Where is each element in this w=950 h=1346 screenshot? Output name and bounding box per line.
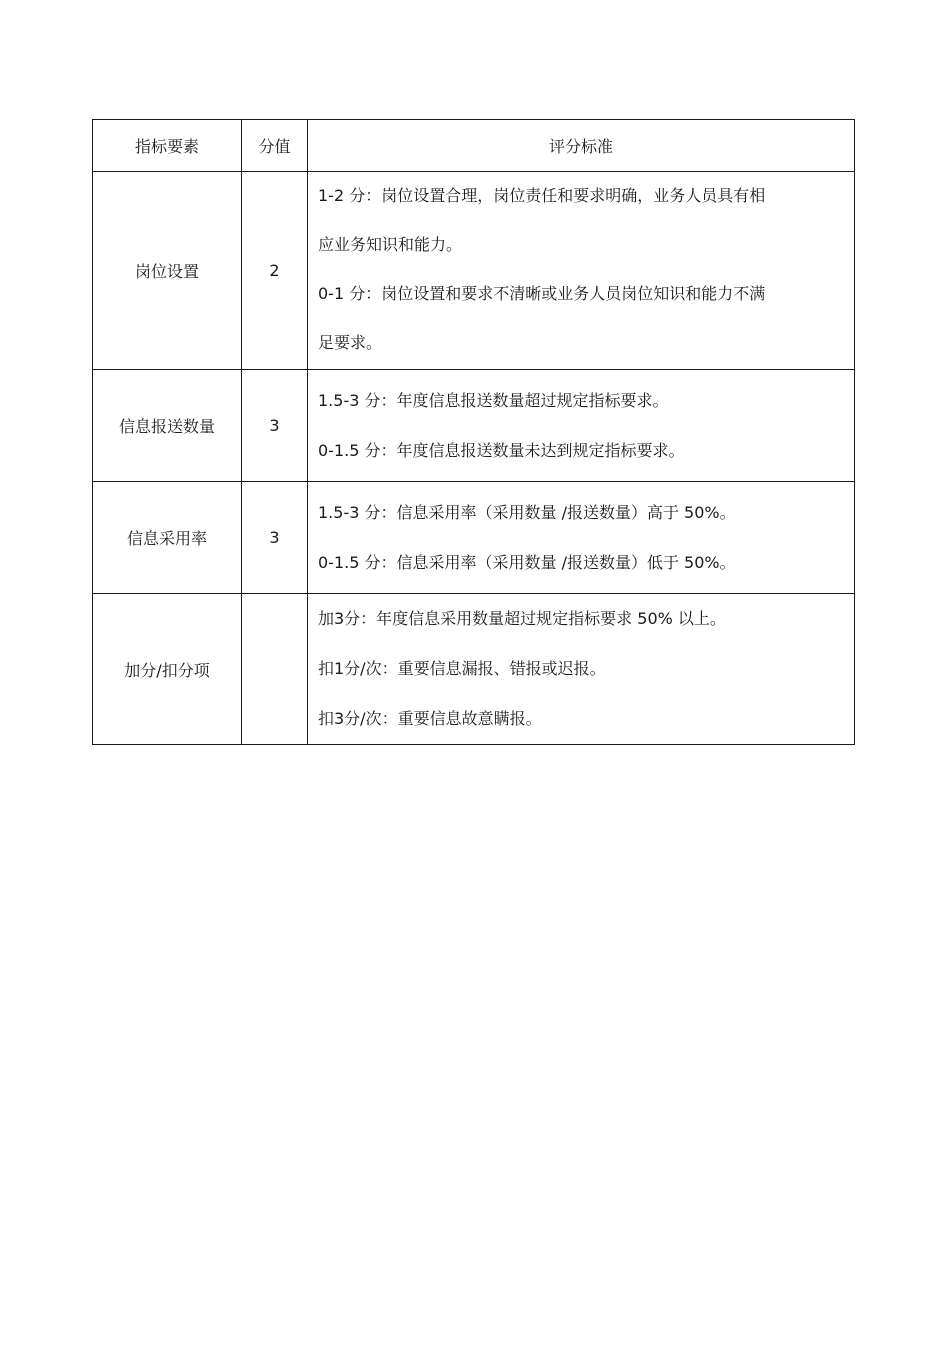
- criteria-line: 0-1.5 分：信息采用率（采用数量 /报送数量）低于 50%。: [318, 553, 736, 572]
- score-cell: 3: [242, 370, 308, 482]
- criteria-line: 足要求。: [318, 333, 383, 352]
- criteria-line: 加3分：年度信息采用数量超过规定指标要求 50% 以上。: [318, 609, 726, 628]
- criteria-line: 1.5-3 分：信息采用率（采用数量 /报送数量）高于 50%。: [318, 503, 736, 522]
- table-header-row: [93, 120, 855, 172]
- score-cell: 2: [242, 172, 308, 370]
- criteria-cell: [308, 482, 855, 594]
- score-cell: 3: [242, 482, 308, 594]
- table-row: [93, 594, 855, 745]
- factor-cell: 岗位设置: [93, 172, 242, 370]
- criteria-line: 0-1 分：岗位设置和要求不清晰或业务人员岗位知识和能力不满: [318, 284, 766, 303]
- criteria-cell: [308, 594, 855, 745]
- criteria-line: 扣1分/次：重要信息漏报、错报或迟报。: [318, 659, 606, 678]
- criteria-cell: [308, 370, 855, 482]
- criteria-line: 1.5-3 分：年度信息报送数量超过规定指标要求。: [318, 391, 669, 410]
- scoring-table: [92, 119, 855, 745]
- table-row: [93, 482, 855, 594]
- criteria-line: 扣3分/次：重要信息故意瞒报。: [318, 709, 542, 728]
- table-row: [93, 172, 855, 370]
- header-score: 分值: [242, 120, 308, 172]
- factor-cell: 信息报送数量: [93, 370, 242, 482]
- table-row: [93, 370, 855, 482]
- criteria-line: 0-1.5 分：年度信息报送数量未达到规定指标要求。: [318, 441, 685, 460]
- header-criteria: 评分标准: [308, 120, 855, 172]
- score-cell: [242, 594, 308, 745]
- factor-cell: 信息采用率: [93, 482, 242, 594]
- criteria-line: 1-2 分：岗位设置合理，岗位责任和要求明确，业务人员具有相: [318, 186, 766, 205]
- criteria-line: 应业务知识和能力。: [318, 235, 463, 254]
- criteria-cell: [308, 172, 855, 370]
- factor-cell: 加分/扣分项: [93, 594, 242, 745]
- header-factor: 指标要素: [93, 120, 242, 172]
